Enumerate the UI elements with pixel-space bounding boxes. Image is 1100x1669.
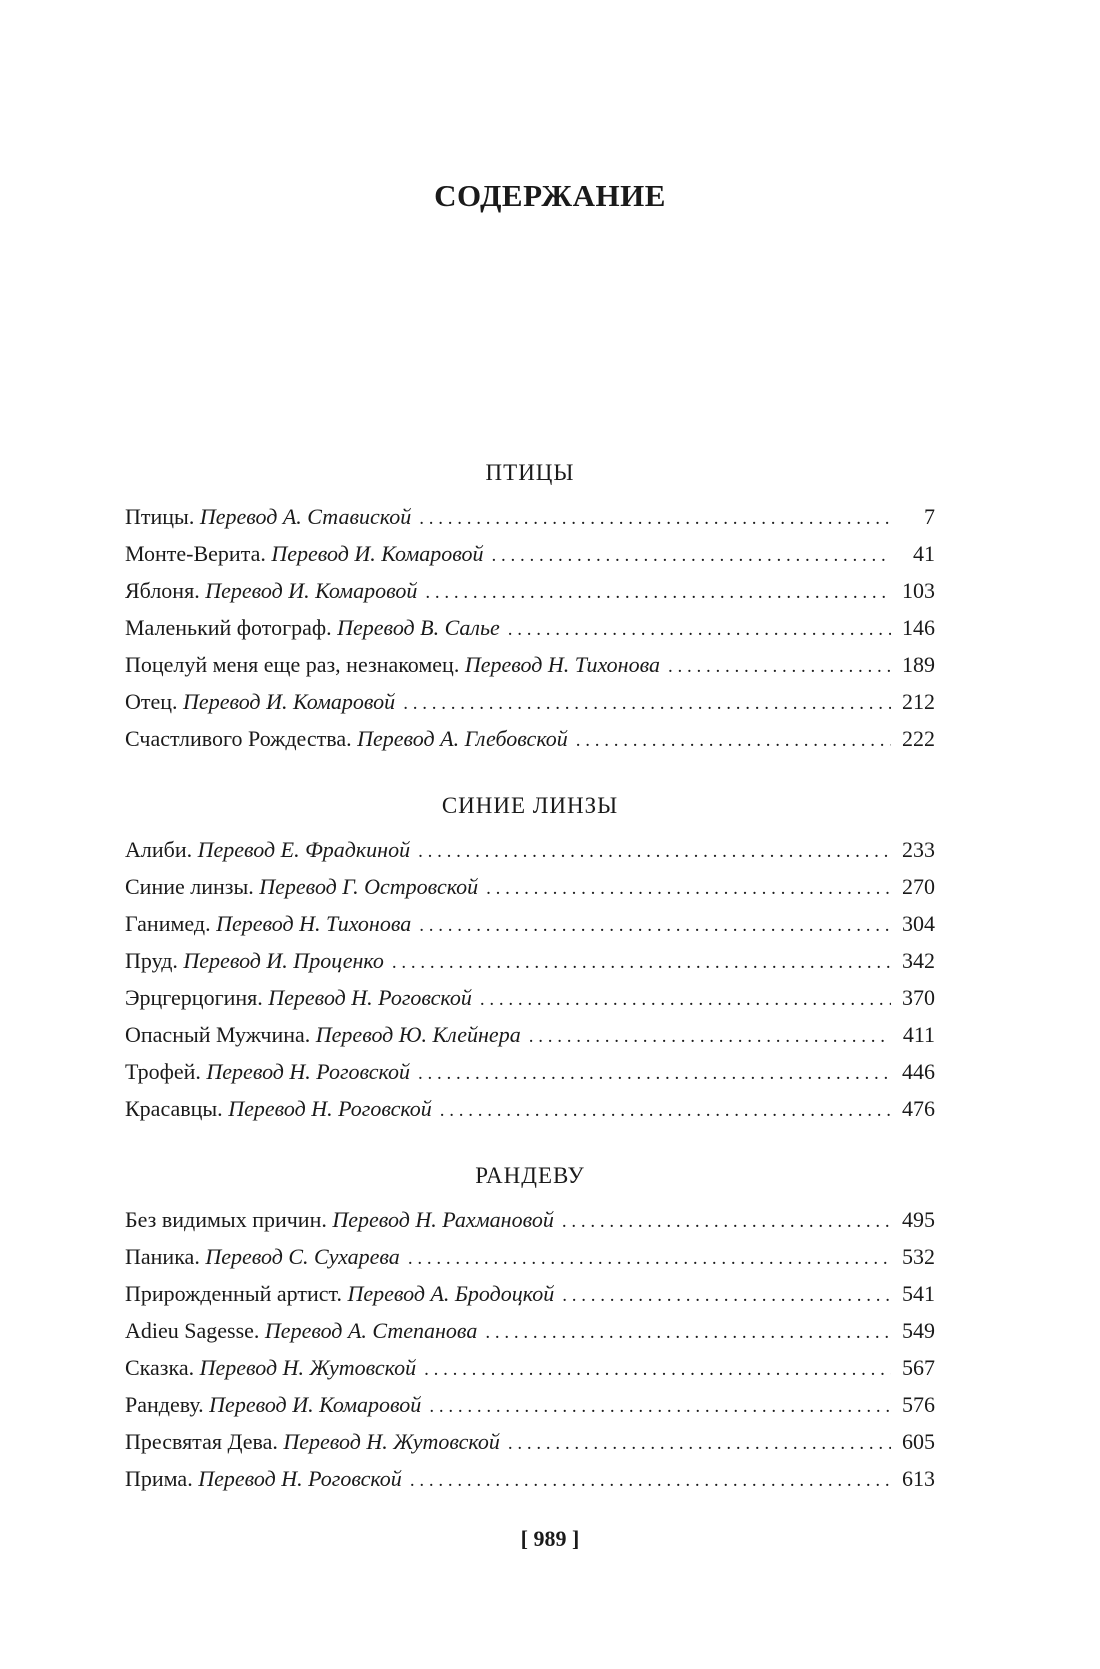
toc-entry xyxy=(125,868,935,905)
dot-leader xyxy=(425,574,891,611)
toc-entry xyxy=(125,609,935,646)
entry-page-number: 549 xyxy=(902,1318,935,1343)
dot-leader xyxy=(508,1425,891,1462)
entry-translator: Перевод Н. Роговской xyxy=(228,1096,432,1121)
entry-translator: Перевод И. Комаровой xyxy=(183,689,396,714)
entry-translator: Перевод Н. Жутовской xyxy=(199,1355,417,1380)
entry-title: Синие линзы. xyxy=(125,874,254,899)
dot-leader xyxy=(576,722,891,759)
entry-page-number: 270 xyxy=(902,874,935,899)
toc-entry xyxy=(125,1275,935,1312)
entry-page-number: 605 xyxy=(902,1429,935,1454)
dot-leader xyxy=(419,500,891,537)
entry-translator: Перевод Н. Тихонова xyxy=(216,911,412,936)
entry-page-number: 576 xyxy=(902,1392,935,1417)
dot-leader xyxy=(429,1388,891,1425)
dot-leader xyxy=(485,1314,891,1351)
toc-entry xyxy=(125,1090,935,1127)
toc-entry xyxy=(125,1460,935,1497)
table-of-contents xyxy=(125,458,935,1497)
toc-entry xyxy=(125,646,935,683)
toc-entry xyxy=(125,1423,935,1460)
entry-title: Adieu Sagesse. xyxy=(125,1318,260,1343)
dot-leader xyxy=(508,611,891,648)
page-number: [ 989 ] xyxy=(520,1526,580,1551)
entry-title: Поцелуй меня еще раз, незнакомец. xyxy=(125,652,460,677)
toc-entry xyxy=(125,942,935,979)
entry-translator: Перевод А. Бродоцкой xyxy=(347,1281,555,1306)
entry-title: Эрцгерцогиня. xyxy=(125,985,263,1010)
entry-title: Маленький фотограф. xyxy=(125,615,332,640)
entry-page-number: 342 xyxy=(902,948,935,973)
entry-title: Сказка. xyxy=(125,1355,195,1380)
entry-title: Паника. xyxy=(125,1244,200,1269)
dot-leader xyxy=(392,944,891,981)
entry-title: Ганимед. xyxy=(125,911,211,936)
toc-entry xyxy=(125,1349,935,1386)
entry-page-number: 189 xyxy=(902,652,935,677)
entry-translator: Перевод Н. Роговской xyxy=(268,985,472,1010)
toc-entry xyxy=(125,905,935,942)
entry-translator: Перевод И. Комаровой xyxy=(209,1392,422,1417)
entry-title: Прирожденный артист. xyxy=(125,1281,342,1306)
toc-entry xyxy=(125,831,935,868)
entry-page-number: 212 xyxy=(902,689,935,714)
entry-translator: Перевод Н. Тихонова xyxy=(464,652,660,677)
section-heading: ПТИЦЫ xyxy=(485,460,575,485)
toc-entry xyxy=(125,1201,935,1238)
entry-title: Пруд. xyxy=(125,948,178,973)
toc-section-rendezvous xyxy=(125,1161,935,1497)
entry-title: Птицы. xyxy=(125,504,195,529)
toc-entry xyxy=(125,683,935,720)
entry-page-number: 411 xyxy=(902,1022,935,1047)
entry-title: Счастливого Рождества. xyxy=(125,726,352,751)
dot-leader xyxy=(562,1203,891,1240)
entry-translator: Перевод И. Проценко xyxy=(183,948,384,973)
entry-title: Рандеву. xyxy=(125,1392,204,1417)
dot-leader xyxy=(440,1092,891,1129)
entry-translator: Перевод И. Комаровой xyxy=(271,541,484,566)
entry-translator: Перевод Н. Роговской xyxy=(206,1059,411,1084)
entry-title: Прима. xyxy=(125,1466,193,1491)
entry-title: Яблоня. xyxy=(125,578,200,603)
entry-translator: Перевод Н. Жутовской xyxy=(283,1429,500,1454)
entry-translator: Перевод Ю. Клейнера xyxy=(315,1022,521,1047)
page-title: СОДЕРЖАНИЕ xyxy=(434,178,666,213)
entry-page-number: 613 xyxy=(902,1466,935,1491)
entry-page-number: 41 xyxy=(913,541,935,566)
dot-leader xyxy=(486,870,891,907)
dot-leader xyxy=(562,1277,891,1314)
toc-entry xyxy=(125,1053,935,1090)
entry-title: Без видимых причин. xyxy=(125,1207,327,1232)
entry-page-number: 446 xyxy=(902,1059,935,1084)
toc-entry xyxy=(125,979,935,1016)
dot-leader xyxy=(410,1462,891,1499)
entry-page-number: 146 xyxy=(902,615,935,640)
dot-leader xyxy=(408,1240,891,1277)
toc-section-birds xyxy=(125,458,935,757)
entry-title: Отец. xyxy=(125,689,178,714)
entry-translator: Перевод И. Комаровой xyxy=(205,578,418,603)
entry-title: Монте-Верита. xyxy=(125,541,266,566)
entry-title: Трофей. xyxy=(125,1059,201,1084)
entry-title: Алиби. xyxy=(125,837,193,862)
dot-leader xyxy=(492,537,892,574)
entry-translator: Перевод А. Ставиской xyxy=(199,504,412,529)
dot-leader xyxy=(424,1351,891,1388)
dot-leader xyxy=(418,833,891,870)
entry-translator: Перевод В. Салье xyxy=(337,615,500,640)
dot-leader xyxy=(418,1055,891,1092)
toc-entry xyxy=(125,572,935,609)
entry-page-number: 7 xyxy=(924,504,935,529)
entry-translator: Перевод Е. Фрадкиной xyxy=(197,837,411,862)
entry-page-number: 304 xyxy=(902,911,935,936)
toc-entry xyxy=(125,1016,935,1053)
toc-entry xyxy=(125,535,935,572)
toc-section-blue-lenses xyxy=(125,791,935,1127)
section-heading: СИНИЕ ЛИНЗЫ xyxy=(441,793,619,818)
dot-leader xyxy=(403,685,891,722)
entry-page-number: 103 xyxy=(902,578,935,603)
dot-leader xyxy=(480,981,891,1018)
entry-page-number: 233 xyxy=(902,837,935,862)
toc-entry xyxy=(125,498,935,535)
dot-leader xyxy=(529,1018,891,1055)
entry-title: Пресвятая Дева. xyxy=(125,1429,278,1454)
entry-translator: Перевод А. Степанова xyxy=(264,1318,478,1343)
toc-entry xyxy=(125,1386,935,1423)
toc-entry xyxy=(125,1238,935,1275)
entry-page-number: 476 xyxy=(902,1096,935,1121)
entry-translator: Перевод С. Сухарева xyxy=(205,1244,400,1269)
entry-page-number: 222 xyxy=(902,726,935,751)
entry-translator: Перевод Н. Рахмановой xyxy=(332,1207,554,1232)
toc-entry xyxy=(125,1312,935,1349)
toc-entry xyxy=(125,720,935,757)
entry-page-number: 370 xyxy=(902,985,935,1010)
entry-page-number: 532 xyxy=(902,1244,935,1269)
entry-translator: Перевод Н. Роговской xyxy=(198,1466,402,1491)
entry-page-number: 541 xyxy=(902,1281,935,1306)
dot-leader xyxy=(668,648,891,685)
entry-title: Опасный Мужчина. xyxy=(125,1022,311,1047)
entry-page-number: 567 xyxy=(902,1355,935,1380)
section-heading: РАНДЕВУ xyxy=(475,1163,585,1188)
dot-leader xyxy=(419,907,891,944)
entry-title: Красавцы. xyxy=(125,1096,223,1121)
entry-page-number: 495 xyxy=(902,1207,935,1232)
entry-translator: Перевод Г. Островской xyxy=(259,874,479,899)
entry-translator: Перевод А. Глебовской xyxy=(357,726,568,751)
